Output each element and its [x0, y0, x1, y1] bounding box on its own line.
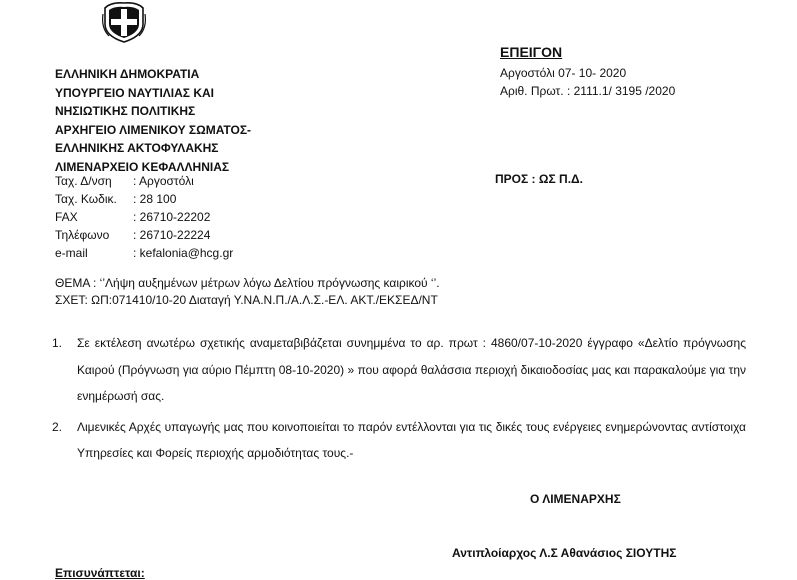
date-line: Αργοστόλι 07- 10- 2020	[500, 66, 627, 80]
item-text: Σε εκτέλεση ανωτέρω σχετικής αναμεταβιβάζεται συνημμένα το αρ. πρωτ : 4860/07-10-2020 έγγραφο «Δελτίο πρόγνωσης Καιρού (Πρόγνωση για αύριο Πέμπτη 08-10-2020) » που αφορά θαλάσσια περιοχή δικαιοδοσίας μας και παρακαλούμε για την ενημέρωσή σας.	[77, 336, 746, 403]
contact-value: : 28 100	[133, 192, 177, 206]
contact-row	[55, 244, 233, 262]
body-list	[52, 330, 746, 471]
contact-row	[55, 172, 233, 190]
org-line: ΛΙΜΕΝΑΡΧΕΙΟ ΚΕΦΑΛΛΗΝΙΑΣ	[55, 159, 230, 174]
reference-line: ΣΧΕΤ: ΩΠ:071410/10-20 Διαταγή Υ.ΝΑ.Ν.Π./Α.Λ.Σ.-ΕΛ. ΑΚΤ./ΕΚΣΕΔ/ΝΤ	[55, 293, 438, 307]
email-value: : kefalonia@hcg.gr	[133, 246, 234, 260]
org-line: ΑΡΧΗΓΕΙΟ ΛΙΜΕΝΙΚΟΥ ΣΩΜΑΤΟΣ-	[55, 122, 252, 137]
contact-label: Ταχ. Κωδικ.	[55, 192, 117, 206]
contact-value: : 26710-22202	[133, 210, 211, 224]
contact-row	[55, 226, 233, 244]
contact-label: Τηλέφωνο	[55, 228, 110, 242]
contact-value: : Αργοστόλι	[133, 174, 194, 188]
list-item	[52, 330, 746, 410]
contact-value: : 26710-22224	[133, 228, 211, 242]
item-text: Λιμενικές Αρχές υπαγωγής μας που κοινοποιείται το παρόν εντέλλονται για τις δικές τους ενέργειες ενημερώνοντας αντίστοιχα Υπηρεσίες και Φορείς περιοχής αρμοδιότητας τους.-	[77, 419, 746, 460]
org-line: ΕΛΛΗΝΙΚΗ ΔΗΜΟΚΡΑΤΙΑ	[55, 67, 200, 81]
org-line: ΝΗΣΙΩΤΙΚΗΣ ΠΟΛΙΤΙΚΗΣ	[55, 104, 196, 118]
urgent-label: ΕΠΕΙΓΟΝ	[500, 44, 563, 60]
contact-details	[55, 172, 233, 262]
contact-label: FAX	[55, 210, 78, 224]
contact-label: e-mail	[55, 246, 88, 260]
list-item	[52, 414, 746, 467]
signer-name: Αντιπλοίαρχος Λ.Σ Αθανάσιος ΣΙΟΥΤΗΣ	[452, 546, 677, 560]
contact-row	[55, 208, 233, 226]
subject-block	[55, 275, 440, 309]
greek-coat-of-arms-icon	[101, 0, 147, 44]
document-meta	[500, 43, 675, 100]
attachment-label: Επισυνάπτεται:	[55, 566, 145, 580]
subject-line: ΘΕΜΑ : ‘’Λήψη αυξημένων μέτρων λόγω Δελτίου πρόγνωσης καιρικού ‘’.	[55, 276, 440, 290]
item-number: 1.	[52, 336, 63, 350]
contact-row	[55, 190, 233, 208]
issuing-authority	[55, 65, 251, 176]
protocol-number: Αριθ. Πρωτ. : 2111.1/ 3195 /2020	[500, 84, 676, 98]
signature-title: Ο ΛΙΜΕΝΑΡΧΗΣ	[530, 492, 621, 506]
org-line: ΥΠΟΥΡΓΕΙΟ ΝΑΥΤΙΛΙΑΣ ΚΑΙ	[55, 85, 215, 100]
item-number: 2.	[52, 419, 63, 434]
org-line: ΕΛΛΗΝΙΚΗΣ ΑΚΤΟΦΥΛΑΚΗΣ	[55, 141, 219, 155]
recipient-line: ΠΡΟΣ : ΩΣ Π.Δ.	[495, 172, 583, 186]
contact-label: Ταχ. Δ/νση	[55, 174, 112, 188]
